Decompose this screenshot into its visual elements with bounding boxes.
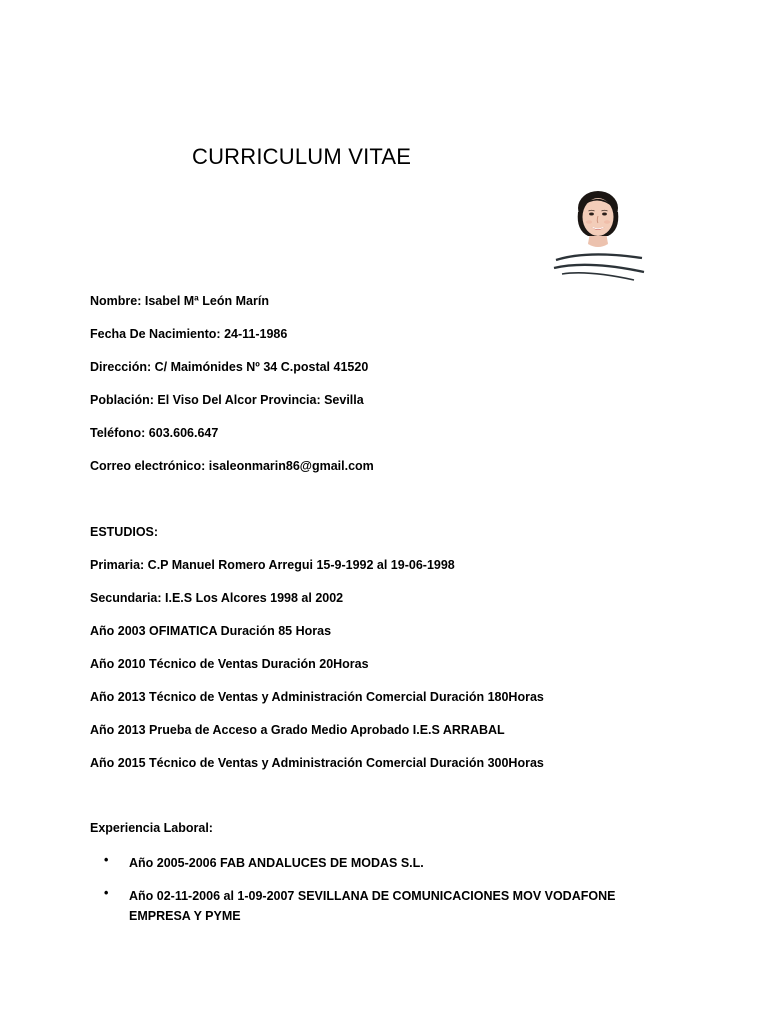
nombre-line: Nombre: Isabel Mª León Marín [90, 294, 269, 308]
correo-line: Correo electrónico: isaleonmarin86@gmail.com [90, 459, 374, 473]
estudios-item: Año 2003 OFIMATICA Duración 85 Horas [90, 624, 332, 638]
document-title: CURRICULUM VITAE [192, 144, 412, 169]
bullet-icon: • [104, 853, 109, 867]
bullet-icon: • [104, 886, 109, 900]
estudios-item: Año 2015 Técnico de Ventas y Administración Comercial Duración 300Horas [90, 756, 544, 770]
experiencia-list-item [90, 886, 690, 926]
poblacion-line: Población: El Viso Del Alcor Provincia: Sevilla [90, 393, 364, 407]
experiencia-item-text: Año 02-11-2006 al 1-09-2007 SEVILLANA DE COMUNICACIONES MOV VODAFONE EMPRESA Y PYME [129, 889, 616, 923]
experiencia-heading: Experiencia Laboral: [90, 821, 213, 835]
estudios-heading: ESTUDIOS: [90, 525, 159, 539]
estudios-item: Año 2013 Prueba de Acceso a Grado Medio Aprobado I.E.S ARRABAL [90, 723, 505, 737]
direccion-line: Dirección: C/ Maimónides Nº 34 C.postal 41520 [90, 360, 369, 374]
experiencia-list-item [90, 853, 690, 873]
estudios-item: Año 2013 Técnico de Ventas y Administración Comercial Duración 180Horas [90, 690, 544, 704]
profile-photo [548, 186, 648, 286]
estudios-item: Secundaria: I.E.S Los Alcores 1998 al 2002 [90, 591, 344, 605]
estudios-item: Año 2010 Técnico de Ventas Duración 20Horas [90, 657, 369, 671]
fecha-nacimiento-line: Fecha De Nacimiento: 24-11-1986 [90, 327, 288, 341]
estudios-item: Primaria: C.P Manuel Romero Arregui 15-9-1992 al 19-06-1998 [90, 558, 455, 572]
telefono-line: Teléfono: 603.606.647 [90, 426, 219, 440]
experiencia-item-text: Año 2005-2006 FAB ANDALUCES DE MODAS S.L. [129, 856, 424, 870]
